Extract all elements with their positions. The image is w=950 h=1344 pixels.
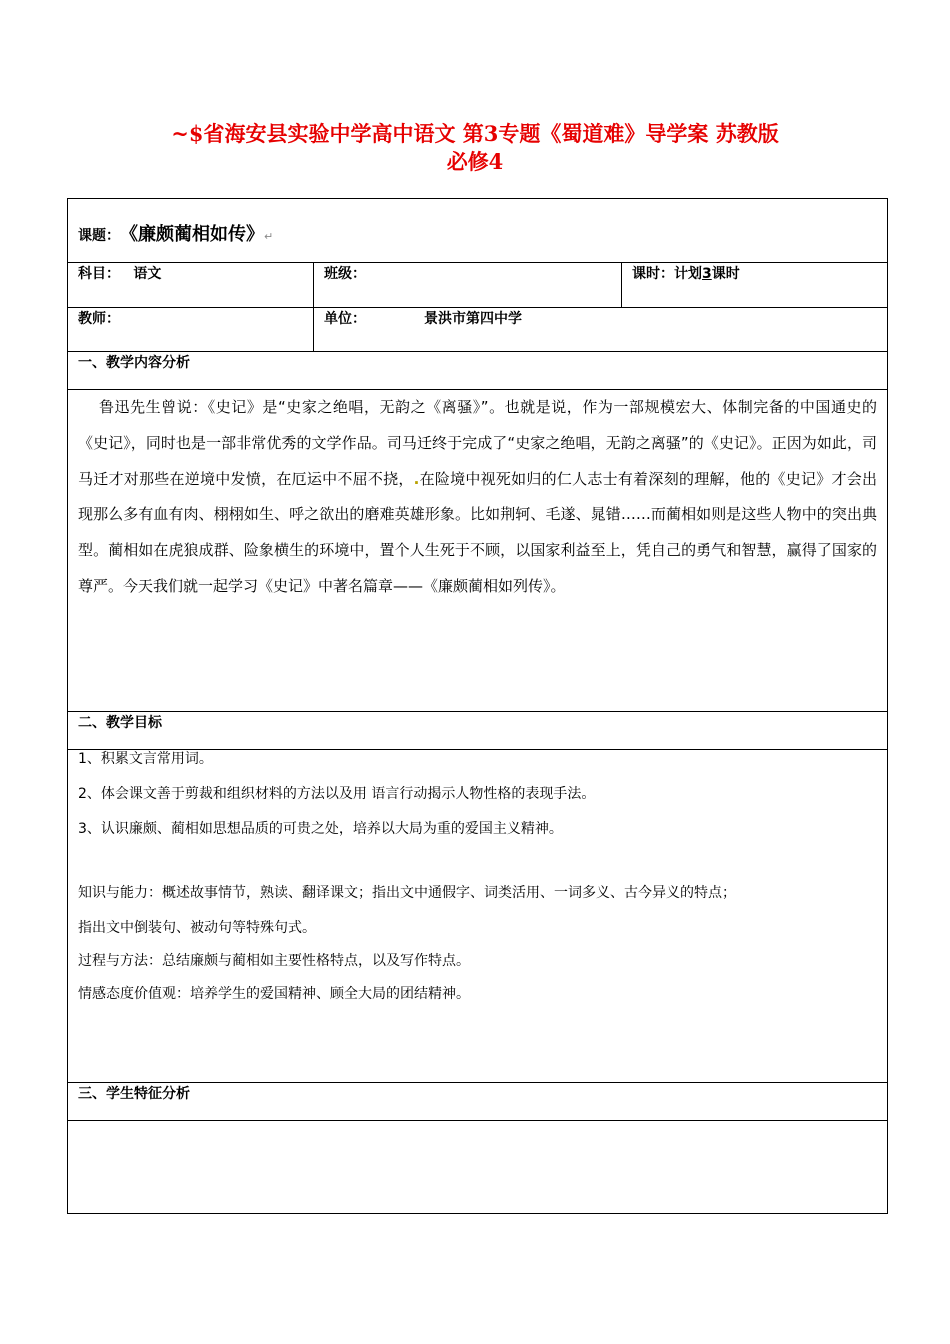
section-3-header-row — [68, 1083, 888, 1121]
knowledge-ability-line-1: 知识与能力：概述故事情节，熟读、翻译课文；指出文中通假字、词类活用、一词多义、古今异义的特点； — [78, 885, 736, 901]
section-2-title: 二、教学目标 — [68, 712, 888, 750]
goal-item-1: 1、积累文言常用词。 — [78, 751, 213, 767]
info-row-2 — [68, 308, 888, 352]
teacher-cell — [68, 308, 314, 352]
teacher-label: 教师： — [78, 311, 120, 327]
title-line-2: 必修4 — [446, 149, 504, 174]
title-line-1: ~$省海安县实验中学高中语文 第3专题《蜀道难》导学案 苏教版 — [171, 121, 779, 146]
section-1-body-row — [68, 390, 888, 712]
paragraph-mark-icon: ↵ — [264, 230, 274, 243]
section-2-header-row — [68, 712, 888, 750]
goal-item-2: 2、体会课文善于剪裁和组织材料的方法以及用 语言行动揭示人物性格的表现手法。 — [78, 786, 596, 802]
lesson-title-value: 《廉颇蔺相如传》 — [120, 224, 264, 245]
unit-value: 景洪市第四中学 — [424, 311, 522, 327]
class-cell — [314, 263, 622, 308]
emotion-value-line: 情感态度价值观：培养学生的爱国精神、顾全大局的团结精神。 — [78, 986, 470, 1002]
class-label: 班级： — [324, 266, 366, 282]
hours-unit: 课时 — [711, 266, 740, 282]
unit-label: 单位： — [324, 311, 366, 327]
lesson-plan-table — [67, 198, 888, 1214]
content-analysis-paragraph — [78, 390, 877, 605]
teaching-goals-cell — [68, 750, 888, 1083]
hours-value: 3 — [702, 266, 712, 282]
subject-cell — [68, 263, 314, 308]
process-method-line: 过程与方法：总结廉颇与蔺相如主要性格特点，以及写作特点。 — [78, 953, 470, 969]
subject-value: 语文 — [133, 266, 162, 282]
lesson-title-cell — [68, 199, 888, 263]
goal-item-3: 3、认识廉颇、蔺相如思想品质的可贵之处，培养以大局为重的爱国主义精神。 — [78, 821, 563, 837]
content-analysis-text-b: 在险境中视死如归的仁人志士有着深刻的理解，他的《史记》才会出现那么多有血有肉、栩栩如生、呼之欲出的磨难英雄形象。比如荆轲、毛遂、晁错……而蔺相如则是这些人物中的突出典型。蔺相如在虎狼成群、险象横生的环境中，置个人生死于不顾，以国家利益至上，凭自己的勇气和智慧，赢得了国家的尊严。今天我们就一起学习《史记》中著名篇章——《廉颇蔺相如列传》。 — [78, 469, 878, 595]
content-analysis-cell — [68, 390, 888, 712]
hours-cell — [622, 263, 888, 308]
knowledge-ability-line-2: 指出文中倒装句、被动句等特殊句式。 — [78, 920, 316, 936]
section-2-body-row — [68, 750, 888, 1083]
content-analysis-text-a: 鲁迅先生曾说：《史记》是“史家之绝唱，无韵之《离骚》”。也就是说，作为一部规模宏大、体制完备的中国通史的《史记》，同时也是一部非常优秀的文学作品。司马迁终于完成了“史家之绝唱，无韵之离骚”的《史记》。正因为如此，司马迁才对那些在逆境中发愤，在厄运中不屈不挠， — [78, 398, 878, 488]
section-3-body-row — [68, 1121, 888, 1214]
section-1-title: 一、教学内容分析 — [68, 352, 888, 390]
section-3-title: 三、学生特征分析 — [68, 1083, 888, 1121]
unit-cell — [314, 308, 888, 352]
hours-label: 课时：计划 — [632, 266, 702, 282]
section-1-header-row — [68, 352, 888, 390]
lesson-title-row — [68, 199, 888, 263]
subject-label: 科目： — [78, 266, 120, 282]
document-title — [0, 120, 950, 176]
lesson-title-label: 课题： — [78, 228, 120, 244]
stray-dot-mark: . — [413, 469, 420, 488]
student-analysis-cell — [68, 1121, 888, 1214]
info-row-1 — [68, 263, 888, 308]
